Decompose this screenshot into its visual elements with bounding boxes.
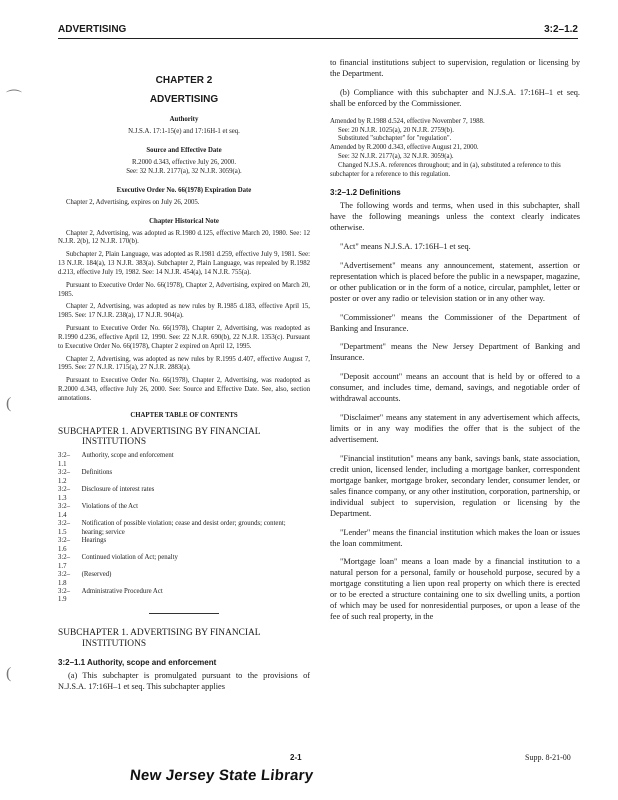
toc-heading: CHAPTER TABLE OF CONTENTS xyxy=(130,411,238,419)
history-note: Subchapter 2, Plain Language, was adopted as R.1981 d.259, effective July 9, 1981. See: 13 N.J.R. 184(a), 13 N.J.R. 383(a). Subchapter 2, Plain Language, was repealed by R.1982 d.213, effective July 19, 1982. See: 14 N.J.R. 454(a), 14 N.J.R. 755(a). xyxy=(58,251,310,276)
subchapter-heading: SUBCHAPTER 1. ADVERTISING BY FINANCIAL INSTITUTIONS xyxy=(58,627,261,649)
toc-table xyxy=(58,452,310,605)
amendment-line: Substituted "subchapter" for "regulation". xyxy=(338,135,452,143)
toc-row xyxy=(58,520,310,537)
definition-paragraph: "Deposit account" means an account that is held by or offered to a consumer, and includes time, demand, savings, and negotiable order of withdrawal accounts. xyxy=(330,372,580,404)
history-heading: Chapter Historical Note xyxy=(149,217,219,225)
running-header xyxy=(58,22,578,39)
definition-paragraph: "Act" means N.J.S.A. 17:16H–1 et seq. xyxy=(340,241,471,251)
section-paragraph: (a) This subchapter is promulgated pursuant to the provisions of N.J.S.A. 17:16H–1 et seq. This subchapter applies xyxy=(58,671,310,692)
header-title: ADVERTISING xyxy=(58,24,127,35)
toc-num: 3:2–1.6 xyxy=(58,537,71,553)
toc-num: 3:2–1.5 xyxy=(58,520,71,536)
amendment-line: Amended by R.2000 d.343, effective August 21, 2000. xyxy=(330,144,479,152)
margin-mark: ⌒ xyxy=(6,90,23,107)
definition-paragraph: "Financial institution" means any bank, savings bank, state association, credit union, licensed lender, including a mortgage banker, correspondent mortgage banker, mortgage broker, secondary lender, consumer lender, or sales finance company, or any other institution, corporation, partnership, or individual subject to supervision, regulation or licensing by the Department. xyxy=(330,453,580,518)
toc-title: Hearings xyxy=(81,537,107,545)
definition-paragraph: "Advertisement" means any announcement, statement, assertion or representation which is placed before the public in a newspaper, magazine, or other publication or in the form of a notice, circular, pamphlet, letter or poster or over any radio or television station or in any other way. xyxy=(330,260,580,303)
eo-heading: Executive Order No. 66(1978) Expiration Date xyxy=(116,186,252,194)
authority-text: N.J.S.A. 17:1-15(e) and 17:16H-1 et seq. xyxy=(128,128,240,136)
definition-paragraph: "Disclaimer" means any statement in any advertisement which affects, limits or in any way modifies the offer that is the subject of the advertisement. xyxy=(330,413,580,445)
section-paragraph: (b) Compliance with this subchapter and N.J.S.A. 17:16H–1 et seq. shall be enforced by the Commissioner. xyxy=(330,87,580,108)
history-note: Pursuant to Executive Order No. 66(1978), Chapter 2, Advertising, expired on March 20, 1985. xyxy=(58,281,310,298)
toc-num: 3:2–1.7 xyxy=(58,554,71,570)
toc-row xyxy=(58,554,310,571)
toc-subchapter: SUBCHAPTER 1. ADVERTISING BY FINANCIAL INSTITUTIONS xyxy=(58,426,261,448)
definition-paragraph: "Department" means the New Jersey Department of Banking and Insurance. xyxy=(330,342,580,363)
toc-num: 3:2–1.4 xyxy=(58,503,71,519)
toc-num: 3:2–1.8 xyxy=(58,571,71,587)
page-number: 2-1 xyxy=(290,753,302,762)
history-note: Chapter 2, Advertising, was adopted as R.1980 d.125, effective March 20, 1980. See: 12 N.J.R. 2(b), 12 N.J.R. 170(b). xyxy=(58,229,310,246)
definition-paragraph: The following words and terms, when used in this subchapter, shall have the following meanings unless the context clearly indicates otherwise. xyxy=(330,201,580,232)
toc-num: 3:2–1.9 xyxy=(58,587,71,604)
header-section: 3:2–1.2 xyxy=(544,24,578,35)
toc-title: (Reserved) xyxy=(81,571,112,579)
divider xyxy=(149,613,219,614)
toc-row xyxy=(58,588,310,605)
toc-num: 3:2–1.3 xyxy=(58,486,71,502)
amendment-line: Amended by R.1988 d.524, effective November 7, 1988. xyxy=(330,117,485,125)
toc-title: Continued violation of Act; penalty xyxy=(81,554,178,562)
chapter-title: ADVERTISING xyxy=(149,94,219,106)
toc-title: Administrative Procedure Act xyxy=(81,587,163,595)
amendment-line: Changed N.J.S.A. references throughout; and in (a), substituted a reference to this subchapter for a reference to this regulation. xyxy=(330,161,561,178)
amendment-notes xyxy=(330,118,580,180)
toc-row xyxy=(58,486,310,503)
continued-paragraph: to financial institutions subject to supervision, regulation or licensing by the Department. xyxy=(330,58,580,78)
library-stamp: New Jersey State Library xyxy=(129,767,315,784)
definition-paragraph: "Lender" means the financial institution which makes the loan or issues the loan commitment. xyxy=(330,527,580,548)
toc-title: Notification of possible violation; cease and desist order; grounds; content; hearing; service xyxy=(81,520,286,536)
toc-row xyxy=(58,537,310,554)
eo-text: Chapter 2, Advertising, expires on July 26, 2005. xyxy=(66,198,200,206)
source-heading: Source and Effective Date xyxy=(146,147,222,155)
source-line: R.2000 d.343, effective July 26, 2000. xyxy=(131,159,237,167)
toc-title: Disclosure of interest rates xyxy=(81,486,155,494)
toc-row xyxy=(58,571,310,588)
left-column xyxy=(58,58,310,701)
history-note: Pursuant to Executive Order No. 66(1978), Chapter 2, Advertising, was readopted as R.2000 d.343, effective July 26, 2000. See: Source and Effective Date. See, also, section annotations. xyxy=(58,377,310,402)
toc-row xyxy=(58,452,310,469)
definition-paragraph: "Mortgage loan" means a loan made by a financial institution to a natural person for a personal, family or household purpose, secured by a mortgage constituting a lien upon real property on which there is erected or to be erected a structure containing one to six dwelling units, a portion of which may be used for nonresidential purposes, or upon a lease of the fee of such real property, in the xyxy=(330,557,580,622)
toc-row xyxy=(58,503,310,520)
authority-heading: Authority xyxy=(169,116,199,124)
section-heading: 3:2–1.1 Authority, scope and enforcement xyxy=(58,657,217,667)
toc-num: 3:2–1.2 xyxy=(58,469,71,485)
margin-mark: ( xyxy=(6,395,12,412)
toc-num: 3:2–1.1 xyxy=(58,452,71,468)
history-note: Chapter 2, Advertising, was adopted as new rules by R.1985 d.183, effective April 15, 1985. See: 17 N.J.R. 238(a), 17 N.J.R. 904(a). xyxy=(58,303,310,320)
source-line: See: 32 N.J.R. 2177(a), 32 N.J.R. 3059(a). xyxy=(126,167,242,175)
history-note: Chapter 2, Advertising, was adopted as new rules by R.1995 d.407, effective August 7, 1995. See: 27 N.J.R. 1715(a), 27 N.J.R. 2883(a). xyxy=(58,355,310,372)
toc-title: Definitions xyxy=(81,469,113,477)
history-notes xyxy=(58,230,310,404)
toc-title: Authority, scope and enforcement xyxy=(81,452,174,460)
supplement-date: Supp. 8-21-00 xyxy=(525,753,571,762)
margin-mark: ( xyxy=(6,665,12,682)
toc-title: Violations of the Act xyxy=(81,503,138,511)
toc-row xyxy=(58,469,310,486)
definition-paragraph: "Commissioner" means the Commissioner of the Department of Banking and Insurance. xyxy=(330,312,580,333)
amendment-line: See: 32 N.J.R. 2177(a), 32 N.J.R. 3059(a). xyxy=(338,153,454,161)
right-column xyxy=(330,58,580,631)
section-heading: 3:2–1.2 Definitions xyxy=(330,187,401,197)
amendment-line: See: 20 N.J.R. 1025(a), 20 N.J.R. 2759(b). xyxy=(338,126,454,134)
history-note: Pursuant to Executive Order No. 66(1978), Chapter 2, Advertising, was readopted as R.1990 d.236, effective April 12, 1990. See: 22 N.J.R. 690(b), 22 N.J.R. 1353(c). Pursuant to Executive Order No. 66(1978), Chapter 2 expired on April 12, 1995. xyxy=(58,325,310,350)
chapter-number: CHAPTER 2 xyxy=(155,75,213,86)
